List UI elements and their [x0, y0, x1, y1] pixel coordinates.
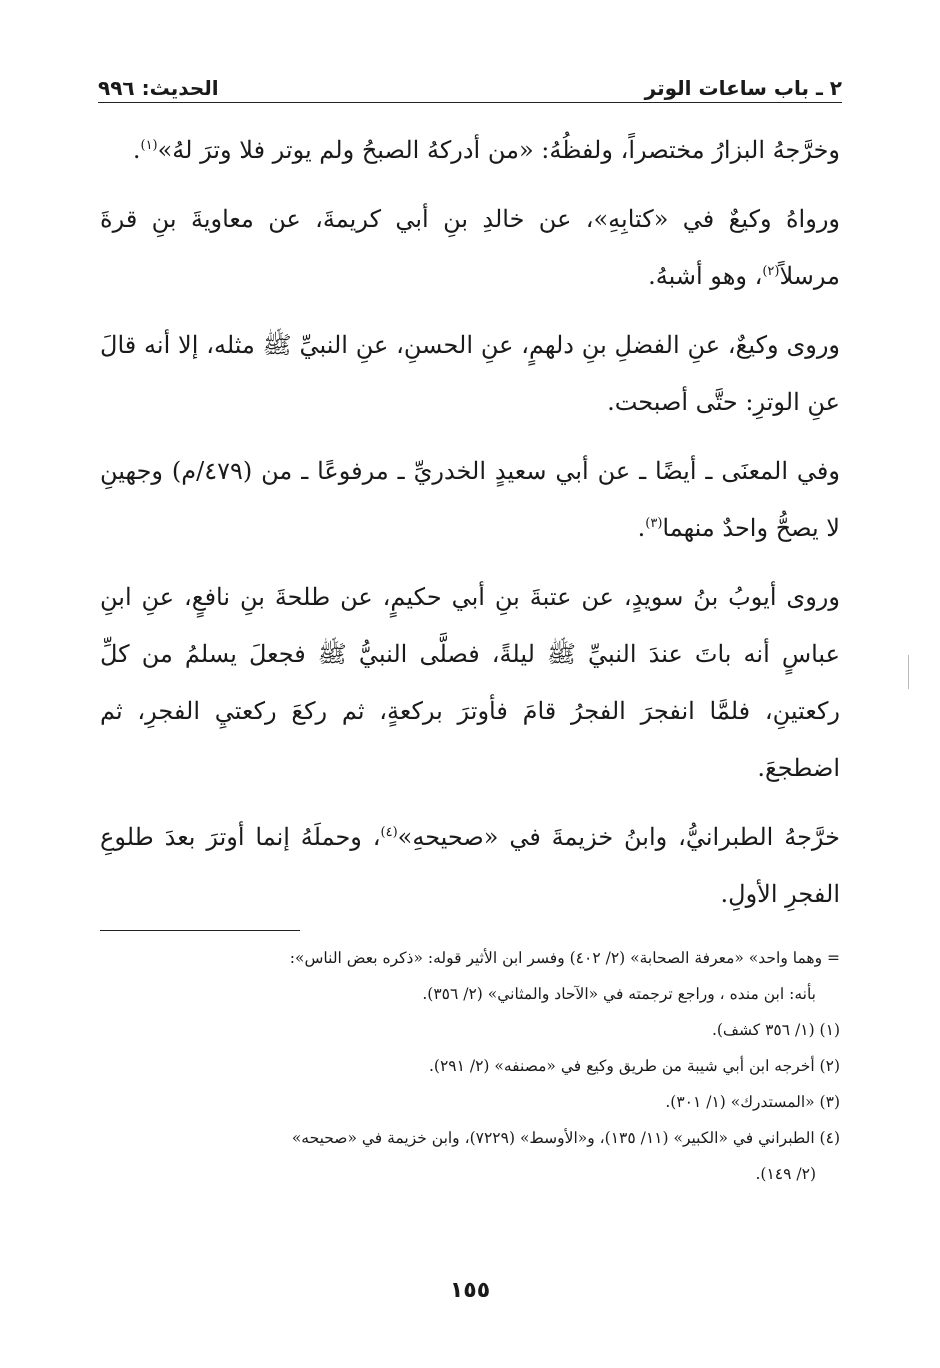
footnote-4-continuation: (٢/ ١٤٩).	[755, 1165, 816, 1183]
footnote-ref: (٢)	[762, 264, 780, 279]
paragraph	[100, 569, 840, 797]
footnote-4: (٤) الطبراني في «الكبير» (١١/ ١٣٥)، و«الأوسط» (٧٢٢٩)، وابن خزيمة في «صحيحه»	[291, 1129, 840, 1147]
paragraph-text: وروى أيوبُ بنُ سويدٍ، عن عتبةَ بنِ أبي حكيمٍ، عن طلحةَ بنِ نافعٍ، عنِ ابنِ عباسٍ أنه باتَ عندَ النبيِّ ﷺ ليلةً، فصلَّى النبيُّ ﷺ فجعلَ يسلمُ من كلِّ ركعتينِ، فلمَّا انفجرَ الفجرُ قامَ فأوترَ بركعةٍ، ثم ركعَ ركعتيِ الفجرِ، ثم اضطجعَ.	[100, 583, 840, 782]
paragraph	[100, 191, 840, 305]
paragraph-text: وخرَّجهُ البزارُ مختصراً، ولفظُهُ: «من أدركهُ الصبحُ ولم يوتر فلا وترَ لهُ»	[157, 136, 840, 164]
paragraph-tail: ، وحملَهُ إنما أوترَ بعدَ طلوعِ الفجرِ الأولِ.	[100, 823, 840, 908]
header-divider	[98, 102, 842, 103]
page-number: ١٥٥	[449, 1278, 491, 1303]
footnote-divider	[100, 930, 300, 931]
footnote-continuation: بأنه: ابن منده ، وراجع ترجمته في «الآحاد والمثاني» (٢/ ٣٥٦).	[422, 985, 816, 1003]
footnote-2: (٢) أخرجه ابن أبي شيبة من طريق وكيع في «مصنفه» (٢/ ٢٩١).	[428, 1057, 840, 1075]
paragraph-text: وفي المعنَى ـ أيضًا ـ عن أبي سعيدٍ الخدريِّ ـ مرفوعًا ـ من (٤٧٩/م) وجهينِ لا يصحُّ واحدٌ منهما	[100, 457, 840, 542]
paragraph-text: وروى وكيعٌ، عنِ الفضلِ بنِ دلهمٍ، عنِ الحسنِ، عنِ النبيِّ ﷺ مثله، إلا أنه قالَ عنِ الوترِ: حتَّى أصبحت.	[100, 331, 840, 416]
hadith-number: الحديث: ٩٩٦	[98, 76, 219, 100]
paragraph-tail: .	[637, 514, 646, 542]
paragraph	[100, 809, 840, 923]
paragraph	[100, 122, 840, 179]
main-text	[100, 122, 840, 935]
footnote-ref: (٣)	[645, 516, 663, 531]
chapter-title: ٢ ـ باب ساعات الوتر	[644, 76, 842, 100]
paragraph-text: ورواهُ وكيعٌ في «كتابِهِ»، عن خالدِ بنِ أبي كريمةَ، عن معاويةَ بنِ قرةَ مرسلاً	[100, 205, 840, 290]
paragraph-tail: .	[132, 136, 141, 164]
footnote-3: (٣) «المستدرك» (١/ ٣٠١).	[665, 1093, 840, 1111]
running-header	[98, 60, 842, 104]
margin-mark	[908, 655, 909, 689]
paragraph	[100, 317, 840, 431]
footnote-ref: (١)	[140, 138, 158, 153]
paragraph-tail: ، وهو أشبهُ.	[648, 262, 763, 290]
paragraph	[100, 443, 840, 557]
paragraph-text: خرَّجهُ الطبرانيُّ، وابنُ خزيمةَ في «صحيحهِ»	[397, 823, 840, 851]
footnote-1: (١) (١/ ٣٥٦ كشف).	[711, 1021, 840, 1039]
footnotes	[100, 940, 840, 1192]
footnote-ref: (٤)	[380, 825, 398, 840]
footnote-continuation: = وهما واحد» «معرفة الصحابة» (٢/ ٤٠٢) وفسر ابن الأثير قوله: «ذكره بعض الناس»:	[289, 949, 840, 967]
